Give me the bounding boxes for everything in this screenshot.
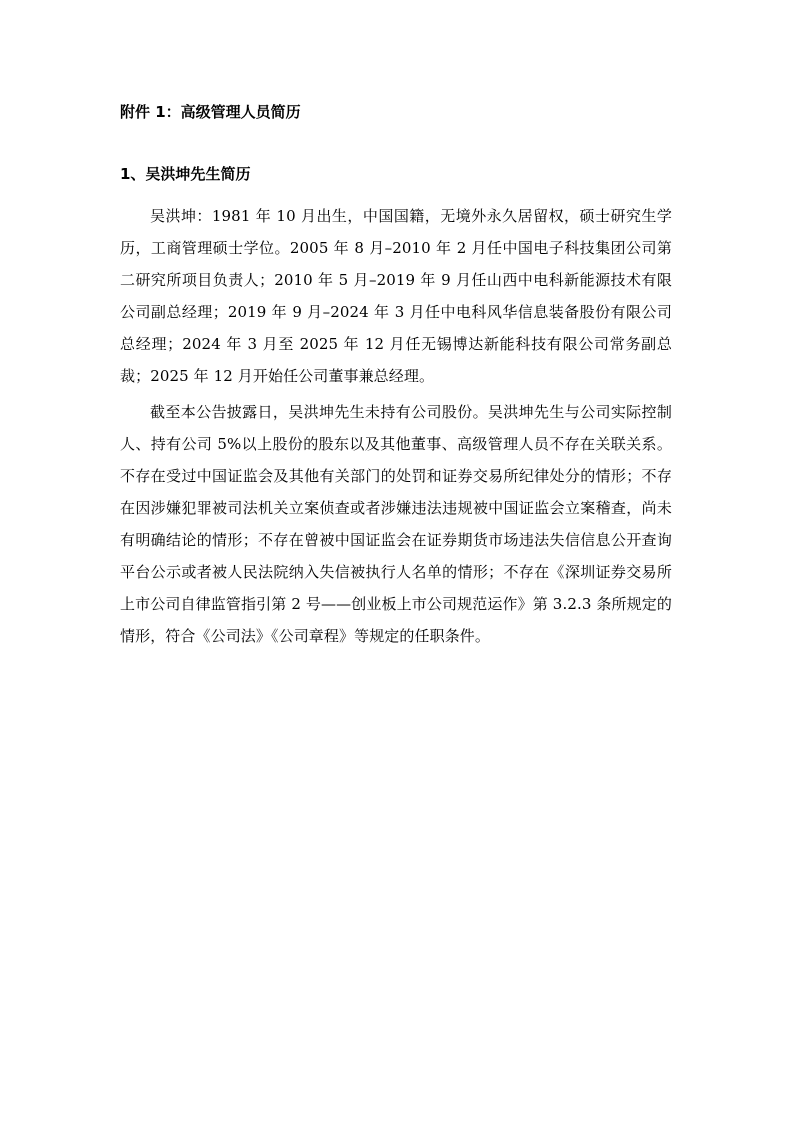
- disclosure-paragraph: 截至本公告披露日，吴洪坤先生未持有公司股份。吴洪坤先生与公司实际控制人、持有公司 5%以上股份的股东以及其他董事、高级管理人员不存在关联关系。不存在受过中国证监会及其他有关部门的处罚和证券交易所纪律处分的情形；不存在因涉嫌犯罪被司法机关立案侦查或者涉嫌违法违规被中国证监会立案稽查，尚未有明确结论的情形；不存在曾被中国证监会在证券期货市场违法失信信息公开查询平台公示或者被人民法院纳入失信被执行人名单的情形；不存在《深圳证券交易所上市公司自律监管指引第 2 号——创业板上市公司规范运作》第 3.2.3 条所规定的情形，符合《公司法》《公司章程》等规定的任职条件。: [120, 403, 672, 645]
- section-heading: 1、吴洪坤先生简历: [120, 165, 251, 183]
- biography-paragraph: 吴洪坤：1981 年 10 月出生，中国国籍，无境外永久居留权，硕士研究生学历，工商管理硕士学位。2005 年 8 月–2010 年 2 月任中国电子科技集团公司第二研究所项目负责人；2010 年 5 月–2019 年 9 月任山西中电科新能源技术有限公司副总经理；2019 年 9 月–2024 年 3 月任中电科风华信息装备股份有限公司总经理；2024 年 3 月至 2025 年 12 月任无锡博达新能科技有限公司常务副总裁；2025 年 12 月开始任公司董事兼总经理。: [120, 207, 672, 385]
- attachment-title: 附件 1：高级管理人员简历: [120, 103, 301, 121]
